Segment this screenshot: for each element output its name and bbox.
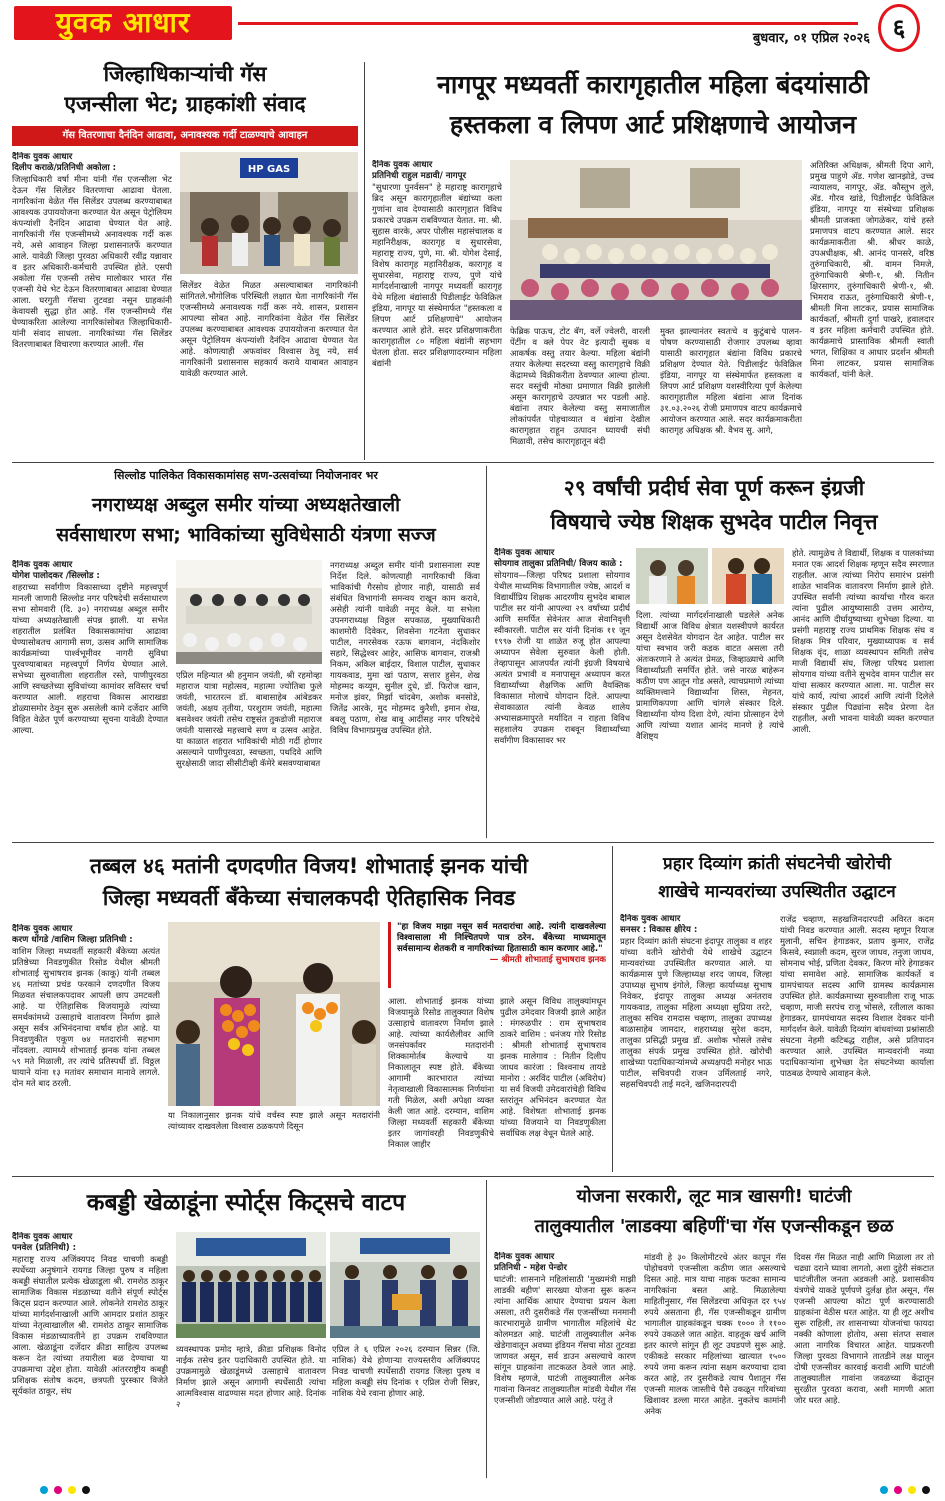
- pull-quote: "हा विजय माझा नसून सर्व मतदारांचा आहे. त्यांनी दाखवलेल्या विश्वासाला मी निश्चितपणे पात्र ठरेन. बँकेच्या माध्यमातून सर्वसामान्य शेतकरी व नागरिकांच्या हितासाठी काम करणार आहे.": [397, 922, 606, 954]
- body-text: घाटंजी: शासनाने महिलांसाठी 'मुख्यमंत्री माझी लाडकी बहीण' सारख्या योजना सुरू करून त्यांना आर्थिक आधार देण्याचा प्रयत्न केला असला, तरी दुसरीकडे गॅस एजन्सींच्या मनमानी कारभारामुळे ग्रामीण भागातील महिलांचे थेट कोलमडत आहे. घाटंजी तालुक्यातील अनेक खेडेगावातून अवघ्या इंडियन गॅसचा मोठा तुटवडा जाणवत असून, सर्व डाउन असल्याचे कारण सांगून ग्राहकांना ताटकळत ठेवले जात आहे. विशेष म्हणजे, घाटंजी तालुक्यातील अनेक गावांना किनवट तालुक्यातील मांडवी येथील गॅस एजन्सीशी जोडण्यात आले आहे. परंतु ते: [494, 1274, 636, 1405]
- kicker: सिल्लोड पालिकेत विकासकामांसह सण-उत्सवांच्या नियोजनावर भर: [114, 469, 378, 482]
- story-gas-agency: [12, 60, 358, 460]
- body-text: मुक्त झाल्यानंतर स्वतःचे व कुटुंबाचे पालन-पोषण करण्यासाठी रोजगार उपलब्ध व्हावा यासाठी कारागृहात बंद्यांना विविध प्रकारचे प्रशिक्षण देण्यात येते. पिडीलाईट फेविक्रिल इंडिया, नागपूर या संस्थेमार्फत हस्तकला व लिपण आर्ट प्रशिक्षण यशस्वीरित्या पूर्ण केलेल्या कारागृहातील महिला बंद्यांना आज दिनांक ३१.०३.२०२६ रोजी प्रमाणपत्र वाटप कार्यक्रमाचे आयोजन करण्यात आले. सदर कार्यक्रमाकरीता कारागृह अधिक्षक श्री. वैभव सु. आगे,: [660, 326, 802, 435]
- byline: दैनिक युवक आधार: [12, 560, 73, 570]
- column-divider: [612, 846, 613, 1172]
- story-column: [636, 610, 784, 836]
- gas-agency-photo: [180, 152, 358, 274]
- byline: दैनिक युवक आधार: [12, 1232, 73, 1242]
- headline-line-2: सर्वसाधारण सभा; भाविकांच्या सुविधेसाठी यंत्रणा सज्ज: [56, 524, 436, 546]
- headline-line-1: नागपूर मध्यवर्ती कारागृहातील महिला बंदयांसाठी: [436, 70, 870, 99]
- section-divider: [12, 842, 934, 843]
- body-text: शहराच्या सर्वांगीण विकासाच्या दृष्टीने महत्त्वपूर्ण मानली जाणारी सिल्लोड नगर परिषदेची सर्वसाधारण सभा सोमवारी (दि. ३०) नगराध्यक्ष अब्दुल समीर यांच्या अध्यक्षतेखाली संपन्न झाली. या सभेत शहरातील प्रलंबित विकासकामांचा आढावा घेण्यासोबतच आगामी सण, उत्सव आणि सामाजिक कार्यक्रमांच्या पार्श्वभूमीवर नागरी सुविधा पुरवण्याबाबत महत्त्वपूर्ण निर्णय घेण्यात आले. सभेच्या सुरुवातीला शहरातील रस्ते, पाणीपुरवठा आणि स्वच्छतेच्या सुविधांच्या कामांवर सविस्तर चर्चा करण्यात आली. शहराचा विकास आराखडा डोळ्यासमोर ठेवून सुरू असलेली कामे दर्जेदार आणि विहित वेळेत पूर्ण करण्याच्या सूचना यावेळी देण्यात आल्या.: [12, 582, 168, 735]
- registration-dot: [880, 1486, 888, 1494]
- column-divider: [486, 1180, 487, 1478]
- byline-reporter: सनसर : विकास क्षीरेय :: [620, 925, 698, 935]
- hp-gas-sign: HP GAS: [247, 164, 291, 175]
- byline: दैनिक युवक आधार: [12, 152, 73, 162]
- story-column: [388, 996, 494, 1170]
- gas-agency-image: [180, 152, 358, 274]
- story-column: [12, 924, 160, 1170]
- story-prahar-branch: [620, 846, 934, 1172]
- story-column: [780, 914, 934, 1170]
- body-text: दिवस गॅस मिळत नाही आणि मिळाला तर तो चढ्या दराने घ्यावा लागतो, अशा दुहेरी संकटात घाटंजीतील जनता अडकली आहे. प्रशासकीय यंत्रणेचे याकडे पूर्णपणे दुर्लक्ष होत असून, गॅस एजन्सी आपल्या कोटा पूर्ण करण्यासाठी ग्राहकांना वेठीस धरत आहेत. या ही लूट अशीच सुरू राहिली, तर शासनाच्या योजनांचा फायदा नक्की कोणाला होतोय, असा संतप्त सवाल आता नागरिक विचारत आहेत. याप्रकरणी जिल्हा पुरवठा विभागाने तातडीने लक्ष घालून दोषी एजन्सीवर कारवाई करावी आणि घाटंजी तालुक्यातील गावांना जवळच्या केंद्रातून सुरळीत पुरवठा करावा, अशी मागणी आता जोर धरत आहे.: [794, 1252, 934, 1405]
- headline-line-2: विषयाचे ज्येष्ठ शिक्षक सुभदेव पाटील निवृत्त: [550, 510, 878, 534]
- photo-caption: या निकालानुसार झनक यांचे वर्चस्व स्पष्ट झाले असून मतदारांनी त्यांच्यावर दाखवलेला विश्वास ठळकपणे दिसून: [168, 1110, 380, 1131]
- story-column: [176, 670, 322, 836]
- headline-line-2: एजन्सीला भेट; ग्राहकांशी संवाद: [64, 92, 306, 116]
- story-column: [644, 1252, 786, 1476]
- garlanded-winner-image: [168, 922, 380, 1106]
- body-text: जिल्हाधिकारी वर्षा मीना यांनी गॅस एजन्सीला भेट देऊन गॅस सिलेंडर वितरणाचा आढावा घेतला. नागरिकांना वेळेत गॅस सिलेंडर उपलब्ध करण्याबाबत आवश्यक उपाययोजना करण्यात येत असून पेट्रोलियम कंपन्यांशी दैनंदिन आढावा घेण्यात येत आहे. नागरिकांनी गॅस एजन्सीमध्ये अनावश्यक गर्दी करू नये, असे आवाहन जिल्हा प्रशासनातर्फे करण्यात आले. यावेळी जिल्हा पुरवठा अधिकारी रवींद्र यन्नावार व इतर अधिकारी-कर्मचारी उपस्थित होते. एसपी अकोला गॅस एजन्सी तसेच मालोकार भारत गॅस एजन्सी येथे भेट देऊन वितरणाबाबत आढावा घेण्यात आला. घरगुती गॅसचा तुटवडा नसून ग्राहकांनी केवायसी सुद्धा होत आहे. गॅस एजन्सीमध्ये गॅस घेण्याकरिता आलेल्या नागरिकांसोबत जिल्हाधिकारी-यांनी संवाद साधला. नागरिकांच्या गॅस सिलेंडर वितरणाबाबत विचारणा करण्यात आली. गॅस: [12, 174, 172, 349]
- newspaper-logo: युवक आधार: [14, 6, 232, 40]
- meeting-hall-image: [176, 560, 322, 664]
- byline: दैनिक युवक आधार: [620, 914, 681, 924]
- story-column: [510, 326, 650, 458]
- body-text: आला. शोभाताई झनक यांच्या विजयामुळे रिसोड तालुक्यात विशेष उत्साहाचे वातावरण निर्माण झाले आहे. त्यांच्या कार्यशैलीवर आणि जनसंपर्कावर मतदारांनी शिक्कामोर्तब केल्याचे या निकालातून स्पष्ट होते. बँकेच्या आगामी कारभारात त्यांच्या नेतृत्वाखाली विकासात्मक निर्णयांना गती मिळेल, अशी अपेक्षा व्यक्त केली जात आहे. दरम्यान, वाशिम जिल्हा मध्यवर्ती सहकारी बँकेच्या इतर जागांवरही निवडणुकीचे निकाल जाहीर: [388, 996, 494, 1149]
- byline: दैनिक युवक आधार: [12, 924, 73, 934]
- masthead: [0, 0, 945, 58]
- section-divider: [12, 462, 934, 463]
- council-meeting-photo: [176, 560, 322, 664]
- headline-line-1: जिल्हाधिकाऱ्यांची गॅस: [103, 62, 267, 86]
- byline: दैनिक युवक आधार: [372, 160, 433, 170]
- subhead-banner: गॅस वितरणाचा दैनंदिन आढावा, अनावश्यक गर्दी टाळण्याचे आवाहन: [12, 126, 358, 146]
- body-text: व्यवस्थापक प्रमोद म्हात्रे, क्रीडा प्रशिक्षक विनोद नाईक तसेच इतर पदाधिकारी उपस्थित होते. या उपक्रमामुळे खेळाडूंमध्ये उत्साहाचे वातावरण निर्माण झाले असून आगामी स्पर्धेसाठी त्यांचा आत्मविश्वास वाढण्यास मदत होणार आहे. दिनांक २: [176, 1344, 326, 1409]
- story-column: [810, 160, 934, 458]
- story-column: [12, 152, 172, 458]
- column-divider: [364, 62, 365, 460]
- registration-dot: [82, 1486, 90, 1494]
- headline: कबड्डी खेळाडूंना स्पोर्ट्स किट्सचे वाटप: [86, 1190, 406, 1216]
- story-bank-election: [12, 846, 606, 1172]
- headline-line-1: तब्बल ४६ मतांनी दणदणीत विजय! शोभाताई झनक यांची: [90, 854, 528, 878]
- body-text: दिला. त्यांच्या मार्गदर्शनाखाली घडलेले अनेक विद्यार्थी आज विविध क्षेत्रात यशस्वीपणे कार्यरत असून देशसेवेत योगदान देत आहेत. पाटील सर यांचा स्वभाव जरी कडक वाटत असला तरी अंतःकरणाने ते अत्यंत प्रेमळ, जिव्हाळ्याचे आणि विद्यार्थ्यांप्रती समर्पित होते. जसे नारळ बाहेरून कठीण पण आतून गोड असते, त्याचप्रमाणे त्यांच्या व्यक्तिमत्त्वाने विद्यार्थ्यांना शिस्त, मेहनत, प्रामाणिकपणा आणि चांगले संस्कार दिले. विद्यार्थ्यांना योग्य दिशा देणे, त्यांना प्रोत्साहन देणे आणि त्यांच्या यशात आनंद मानणे हे त्यांचे वैशिष्ट्य: [636, 610, 784, 741]
- retirement-photo-1: [636, 548, 708, 604]
- headline-line-1: नगराध्यक्ष अब्दुल समीर यांच्या अध्यक्षतेखाली: [91, 494, 401, 516]
- headline-line-1: प्रहार दिव्यांग क्रांती संघटनेची खोरोची: [663, 854, 891, 874]
- body-text: नगराध्यक्ष अब्दुल समीर यांनी प्रशासनाला स्पष्ट निर्देश दिले. कोणत्याही नागरिकाची किंवा भाविकांची गैरसोय होणार नाही, यासाठी सर्व संबंधित विभागांनी समन्वय राखून काम करावे, असेही त्यांनी यावेळी नमूद केले. या सभेला उपनगराध्यक्ष विठ्ठल सपकाळ, मुख्याधिकारी काशमोरी दिवेकर, शिवसेना गटनेता सुधाकर पाटील, नगरसेवक रऊफ बागवान, नंदकिशोर सहारे, सिद्धेश्वर आहेर, आसिफ बागवान, राजश्री निकम, अकिल बाईदार, विशाल पाटील, सुधाकर गायकवाड, मुमा खां पठाण, सत्तार हुसेन, शेख मोहम्मद कय्यूम, सुनील दुधे, डॉ. फिरोज खान, मनोज झंवर, मिर्झा चांदबेग, अशोक बनसोडे, जितेंद्र आरके, मुद मोहम्मद कुरैशी, इमान शेख, बबलू पठाण, शेख बाबू आदींसह नगर परिषदेचे विविध विभागप्रमुख उपस्थित होते.: [330, 560, 480, 735]
- quote-box: [388, 922, 606, 988]
- page-number: ६: [878, 4, 920, 52]
- story-column: [332, 1344, 480, 1476]
- story-column: [12, 1232, 168, 1476]
- body-text: फेब्रिक पाऊच, टोट बॅग, वर्ले ज्वेलरी, वारली पेंटींग व क्ले पेपर वेट इत्यादी सुबक व आकर्षक वस्तु तयार केल्या. महिला बंद्यांनी तयार केलेल्या सदरच्या वस्तु कारागृहाचे विक्री केंद्रामध्ये विक्रीकरीता ठेवण्यात आल्या होत्या. सदर वस्तुंची मोठ्या प्रमाणात विक्री झालेली असून कारागृहाचे उत्पन्नात भर पडली आहे. बंद्यांना तयार केलेल्या वस्तु समाजातील लोकांपर्यंत पोहचाव्यात व बंद्यांना देखील कारागृहात राहून उत्पादन घ्यायची संधी मिळावी, तसेच कारागृहातून बंदी: [510, 326, 650, 446]
- registration-dot: [922, 1486, 930, 1494]
- story-column: [176, 1344, 326, 1476]
- story-sillod-meeting: [12, 466, 480, 838]
- headline-line-2: शाखेचे मान्यवरांच्या उपस्थितीत उद्घाटन: [658, 882, 896, 902]
- story-column: [620, 914, 772, 1170]
- body-text: सोयगाव—जिल्हा परिषद प्रशाला सोयगाव येथील माध्यमिक विभागातील ज्येष्ठ, आदर्श व विद्यार्थीप्रिय शिक्षक आदरणीय सुभदेव बाबाल पाटील सर यांनी आपल्या २९ वर्षांच्या प्रदीर्घ आणि समर्पित सेवेनंतर आज सेवानिवृत्ती स्वीकारली. पाटील सर यांनी दिनांक ११ जून १९९७ रोजी या शाळेत रुजू होत आपल्या अध्यापन सेवेला सुरुवात केली होती. तेव्हापासून आजपर्यंत त्यांनी इंग्रजी विषयाचे अत्यंत प्रभावी व मनापासून अध्यापन करत विद्यार्थ्यांच्या शैक्षणिक आणि वैयक्तिक विकासात मोलाचे योगदान दिले. आपल्या सेवाकाळात त्यांनी केवळ शालेय अभ्यासक्रमापुरते मर्यादित न राहता विविध सहशालेय उपक्रम राबवून विद्यार्थ्यांच्या सर्वांगीण विकासावर भर: [494, 570, 630, 745]
- felicitation-image: [636, 548, 708, 604]
- registration-dot: [908, 1486, 916, 1494]
- quote-attribution: — श्रीमती शोभाताई सुभाषराव झनक: [489, 955, 606, 965]
- byline-reporter: पनवेल (प्रतिनिधी) :: [12, 1243, 77, 1253]
- story-column: [660, 326, 802, 458]
- byline-reporter: दिलीप कराळे/प्रतिनिधी अकोला :: [12, 163, 117, 173]
- story-gas-exploitation: [494, 1180, 934, 1478]
- body-text: "सुधारणा पुनर्वसन" हे महाराष्ट्र कारागृहाचे ब्रिद असून कारागृहातील बंद्यांच्या कला गुणांना वाव देण्यासाठी कारागृहात विविध प्रकारचे उपक्रम राबविण्यात येतात. मा. श्री. सुहास वारके, अपर पोलीस महासंचालक व महानिरीक्षक, कारागृह व सुधारसेवा, महाराष्ट्र राज्य, पुणे, मा. श्री. योगेश देसाई, विशेष कारागृह महानिरीक्षक, कारागृह व सुधारसेवा, महाराष्ट्र राज्य, पुणे यांचे मार्गदर्शनाखाली नागपूर मध्यवर्ती कारागृह येथे महिला बंद्यांसाठी पिडीलाईट फेविक्रिल इंडिया, नागपूर या संस्थेमार्फत "हस्तकला व लिपण आर्ट प्रशिक्षणाचे" आयोजन करण्यात आले होते. सदर प्रशिक्षणाकरीता कारागृहातील ८० महिला बंद्यांनी सहभाग घेतला होता. सदर प्रशिक्षणादरम्यान महिला बंद्यांनी: [372, 182, 502, 368]
- story-column: [12, 560, 168, 836]
- byline-reporter: प्रतिनिधी - महेश पेन्डोर: [494, 1263, 567, 1273]
- shobhatai-photo: [168, 922, 380, 1106]
- column-divider: [486, 466, 487, 838]
- headline-line-1: योजना सरकारी, लूट मात्र खासगी! घाटंजी: [576, 1186, 852, 1207]
- headline-line-2: हस्तकला व लिपण आर्ट प्रशिक्षणाचे आयोजन: [449, 110, 857, 139]
- kit-distribution-photo: [330, 1232, 480, 1338]
- registration-dot: [68, 1486, 76, 1494]
- masthead-rule: [238, 22, 858, 25]
- story-teacher-retirement: [494, 466, 934, 838]
- kabaddi-team-photo: [176, 1232, 326, 1338]
- body-text: वाशिम जिल्हा मध्यवर्ती सहकारी बँकेच्या अत्यंत प्रतिष्ठेच्या निवडणुकीत रिसोड येथील श्रीमती शोभाताई सुभाषराव झनक (काकू) यांनी तब्बल ४६ मतांच्या प्रचंड फरकाने दणदणीत विजय मिळवत संचालकपदावर आपली छाप उमटवली आहे. या ऐतिहासिक विजयामुळे त्यांच्या समर्थकांमध्ये उत्साहाचे वातावरण निर्माण झाले असून सर्वत्र अभिनंदनाचा वर्षाव होत आहे. या निवडणुकीत एकूण ७४ मतदारांनी सहभाग नोंदवला. त्यामध्ये शोभाताई झनक यांना तब्बल ५९ मते मिळाली, तर त्यांचे प्रतिस्पर्धी डॉ. विठ्ठल घायाने यांना १३ मतांवर समाधान मानावे लागले. दोन मते बाद ठरली.: [12, 946, 160, 1088]
- body-text: सिलेंडर वेळेत मिळत असल्याबाबत नागरिकांनी सांगितले.भौगोलिक परिस्थिती लक्षात घेता नागरिकांनी गॅस एजन्सीमध्ये अनावश्यक गर्दी करू नये. शासन, प्रशासन आपल्या सोबत आहे. नागरिकांना वेळेत गॅस सिलेंडर उपलब्ध करण्याबाबत आवश्यक उपाययोजना करण्यात येत असून पेट्रोलियम कंपन्यांशी दैनंदिन आढावा घेण्यात येत आहे. कोणत्याही अफवांवर विश्वास ठेवू नये, सर्व नागरिकांनी प्रशासनास सहकार्य करावे याबाबत आवाहन यावेळी करण्यात आले.: [180, 280, 358, 378]
- registration-dot: [54, 1486, 62, 1494]
- training-session-image: [510, 160, 802, 320]
- body-text: एप्रिल महिन्यात श्री हनुमान जयंती, श्री रहमोव्हा महाराज यात्रा महोत्सव, महात्मा ज्योतिबा फुले जयंती, भारतरत्न डॉ. बाबासाहेब आंबेडकर जयंती, अक्षय तृतीया, परशुराम जयंती, महात्मा बसवेश्वर जयंती तसेच राष्ट्रसंत तुकडोजी महाराज जयंती यासारखे महत्त्वाचे सण व उत्सव आहेत. या काळात शहरात भाविकांची मोठी गर्दी होणार असल्याने पाणीपुरवठा, स्वच्छता, पथदिवे आणि सुरक्षेसाठी जादा सीसीटीव्ही कॅमेरे बसवण्याबाबत: [176, 670, 322, 768]
- section-divider: [12, 1176, 934, 1177]
- byline-reporter: प्रतिनिधी राहुल मडावी/ नागपूर: [372, 171, 466, 181]
- story-column: [330, 560, 480, 836]
- body-text: झाले असून विविध तालुक्यांमधून पुढील उमेदवार विजयी झाले आहेत : मंगरुळपीर : राम सुभाषराव ठाकरे वाशिम : धनंजय गोरे रिसोड : श्रीमती शोभाताई सुभाषराव झनक मालेगाव : नितीन दिलीप जाधव कारंजा : विश्वनाथ तायडे मानोरा : अरविंद पाटील (अविरोध) या सर्व विजयी उमेदवारांचेही विविध स्तरांतून अभिनंदन करण्यात येत आहे. विशेषतः शोभाताई झनक यांच्या विजयाने या निवडणुकीला सर्वाधिक लक्ष वेधून घेतले आहे.: [500, 996, 606, 1138]
- prison-training-photo: [510, 160, 802, 320]
- body-text: होते. त्यामुळेच ते विद्यार्थी, शिक्षक व पालकांच्या मनात एक आदर्श शिक्षक म्हणून सदैव स्मरणात राहतील. आज त्यांच्या निरोप समारंभ प्रसंगी शाळेत भावनिक वातावरण निर्माण झाले होते. उपस्थित सर्वांनी त्यांच्या कार्याचा गौरव करत त्यांना पुढील आयुष्यासाठी उत्तम आरोग्य, आनंद आणि दीर्घायुष्याच्या शुभेच्छा दिल्या. या प्रसंगी महाराष्ट्र राज्य प्राथमिक शिक्षक संघ व शिक्षक मित्र परिवार, मुख्याध्यापक व सर्व शिक्षक वृंद, शाळा व्यवस्थापन समिती तसेच माजी विद्यार्थी संघ, जिल्हा परिषद प्रशाला सोयगाव यांच्या वतीने सुभदेव वामन पाटील सर यांचा सत्कार करण्यात आला. मा. पाटील सर यांचे कार्य, त्यांचा आदर्श आणि त्यांनी दिलेले संस्कार पुढील पिढ्यांना सदैव प्रेरणा देत राहतील, अशी भावना यावेळी व्यक्त करण्यात आली.: [792, 548, 934, 734]
- body-text: अतिरिक्त अधिक्षक, श्रीमती दिपा आगे, प्रमुख पाहुणे ॲड. गणेश खानझोडे, उच्च न्यायालय, नागपूर, ॲड. कौस्तुभ लुले, ॲड. गौरव खांडे, पिडीलाईट फेविक्रिल इंडिया, नागपूर या संस्थेच्या प्रशिक्षक श्रीमती प्राजक्ता जोगळेकर, यांचे हस्ते प्रमाणपत्र वाटप करण्यात आले. सदर कार्यक्रमाकरीता श्री. श्रीधर काळे, उपअधीक्षक, श्री. आनंद पानसरे, वरिष्ठ तुरुंगाधिकारी, श्री. वामन निमजे, तुरुंगाधिकारी श्रेणी-१, श्री. नितीन क्षिरसागर, तुरुंगाधिकारी श्रेणी-१, श्री. भिमराव राऊत, तुरुंगाधिकारी श्रेणी-१, श्रीमती मिना लाटकर, प्रयास सामाजिक कार्यकर्ता, श्रीमती दुर्गा पाखरे, हवालदार व इतर महिला कर्मचारी उपस्थित होते. कार्यक्रमाचे प्रास्ताविक श्रीमती स्वाती भगत, शिक्षिका व आधार प्रदर्शन श्रीमती मिना लाटकर, प्रयास सामाजिक कार्यकर्ता, यांनी केले.: [810, 160, 934, 379]
- body-text: मांडवी हे ३० किलोमीटरचे अंतर कापून गॅस पोहोचवणे एजन्सीला कठीण जात असल्याचे दिसत आहे. मात्र याचा नाहक फटका सामान्य नागरिकांना बसत आहे. मिळालेल्या माहितीनुसार, गॅस सिलेंडरचा अधिकृत दर ९५४ रुपये असताना ही, गॅस एजन्सीकडून ग्रामीण भागातील ग्राहकांकडून चक्क १००० ते ११०० रुपये उकळले जात आहेत. वाहतूक खर्च आणि इतर कारणे सांगून ही लूट उघडपणे सुरू आहे. एकीकडे सरकार महिलांच्या खात्यात १५०० रुपये जमा करून त्यांना सक्षम करण्याचा दावा करत आहे, तर दुसरीकडे त्याच पैशातून गॅस एजन्सी मालक जास्तीचे पैसे उकळून गरिबांच्या खिशावर डल्ला मारत आहेत. नुकतेच कामांनी अनेक: [644, 1252, 786, 1416]
- registration-dot: [40, 1486, 48, 1494]
- story-column: [500, 996, 606, 1170]
- body-text: राजेंद्र चव्हाण, सहखजिनदारपदी अविरत कदम यांची निवड करण्यात आली. सदस्य म्हणून रियाज मुलानी, सचिन हेगाडकर, प्रताप कुमार, राजेंद्र किसवे, स्वप्नाली कदम, सुरज जाधव, तनुजा जाधव, सोमनाथ भोई, प्रणिता देवकर, किरण मोरे हेगाडकर यांचा समावेश आहे. सामाजिक कार्यकर्ते व ग्रामपंचायत सदस्य आणि ग्रामस्थ कार्यक्रमास उपस्थित होते. कार्यक्रमाच्या सुरुवातीला राजू भाऊ चव्हाण, माजी सरपंच राजू भोसले, रतीलाल काका हेगाडकर, ग्रामपंचायत सदस्य विशाल देवकर यांनी मार्गदर्शन केले. यावेळी दिव्यांग बांधवांच्या प्रश्नांसाठी संघटना नेहमी कटिबद्ध राहील, असे प्रतिपादन करण्यात आले. उपस्थित मान्यवरांनी नव्या पदाधिकाऱ्यांना शुभेच्छा देत संघटनेच्या कार्याला पाठबळ देण्याचे आवाहन केले.: [780, 914, 934, 1078]
- kabaddi-team-image: [176, 1232, 326, 1338]
- retirement-photo-2: [712, 548, 784, 604]
- byline-reporter: करण धोंगडे /वाशिम जिल्हा प्रतिनिधी :: [12, 935, 133, 945]
- story-column: [794, 1252, 934, 1476]
- body-text: एप्रिल ते ६ एप्रिल २०२६ दरम्यान सिन्नर (जि. नाशिक) येथे होणाऱ्या राज्यस्तरीय अजिंक्यपद निवड चाचणी स्पर्धेसाठी रायगड जिल्हा पुरुष व महिला कबड्डी संघ दिनांक १ एप्रिल रोजी सिन्नर, नाशिक येथे रवाना होणार आहे.: [332, 1344, 480, 1398]
- shawl-image: [712, 548, 784, 604]
- story-kabaddi-kits: [12, 1180, 480, 1478]
- story-column: [372, 160, 502, 458]
- registration-dot: [894, 1486, 902, 1494]
- kit-distribution-image: [330, 1232, 480, 1338]
- body-text: प्रहार दिव्यांग क्रांती संघटना इंदापूर तालुका व शहर यांच्या वतीने खोरोची येथे शाखेचे उद्घाटन मान्यवरांच्या उपस्थितीत करण्यात आले. या कार्यक्रमास पुणे जिल्हाध्यक्ष शरद जाधव, जिल्हा उपाध्यक्ष सुभाष इंगोले, जिल्हा कार्याध्यक्ष सुभाष निवेकर, इंदापूर तालुका अध्यक्ष अनंतराव गायकवाड, तालुका महिला अध्यक्षा सुप्रिया तरटे, तालुका सचिव रामदास चव्हाण, तालुका उपाध्यक्ष बाळासाहेब जामदार, शहराध्यक्ष सुरेश कदम, तालुका प्रसिद्धी प्रमुख डॉ. अशोक भोसले तसेच तालुका संपर्क प्रमुख उपस्थित होते. खोरोची शाखेच्या पदाधिकाऱ्यांमध्ये अध्यक्षपदी मनोहर भाऊ पाटील, सचिवपदी राजन उर्मिलताई नगरे, सहसचिवपदी ताई मदने, खजिनदारपदी: [620, 936, 772, 1089]
- story-column: [792, 548, 934, 836]
- byline: दैनिक युवक आधार: [494, 1252, 555, 1262]
- story-column: [180, 280, 358, 458]
- byline-reporter: सोयगाव तालुका प्रतिनिधी/ विजय काळे :: [494, 559, 623, 569]
- byline: दैनिक युवक आधार: [494, 548, 555, 558]
- headline-line-1: २९ वर्षांची प्रदीर्घ सेवा पूर्ण करून इंग्रजी: [563, 476, 865, 500]
- story-prison-training: [372, 62, 934, 460]
- byline-reporter: योगेश पालोदकर /सिल्लोड :: [12, 571, 100, 581]
- issue-date: बुधवार, ०१ एप्रिल २०२६: [752, 31, 870, 46]
- story-column: [494, 548, 630, 836]
- headline-line-2: जिल्हा मध्यवर्ती बँकेच्या संचालकपदी ऐतिहासिक निवड: [102, 886, 516, 910]
- story-column: [494, 1252, 636, 1476]
- headline-line-2: तालुक्यातील 'लाडक्या बहिणीं'चा गॅस एजन्सीकडून छळ: [534, 1216, 894, 1237]
- body-text: महाराष्ट्र राज्य अजिंक्यपद निवड चाचणी कबड्डी स्पर्धेच्या अनुषंगाने रायगड जिल्हा पुरुष व महिला कबड्डी संघातील प्रत्येक खेळाडूला श्री. रामशेठ ठाकूर सामाजिक विकास मंडळाच्या वतीने संपूर्ण स्पोर्ट्स किट्स प्रदान करण्यात आले. लोकनेते रामशेठ ठाकूर यांच्या मार्गदर्शनाखाली आणि आमदार प्रशांत ठाकूर यांच्या नेतृत्वाखालील श्री. रामशेठ ठाकूर सामाजिक विकास मंडळाच्यावतीने हा उपक्रम राबविण्यात आला. खेळाडूंना दर्जेदार क्रीडा साहित्य उपलब्ध करून देत त्यांच्या तयारीला बळ देण्याचा या उपक्रमाचा उद्देश होता. यावेळी आंतरराष्ट्रीय कबड्डी प्रशिक्षक संतोष कदम, छत्रपती पुरस्कार विजेते सूर्यकांत ठाकूर, संघ: [12, 1254, 168, 1396]
